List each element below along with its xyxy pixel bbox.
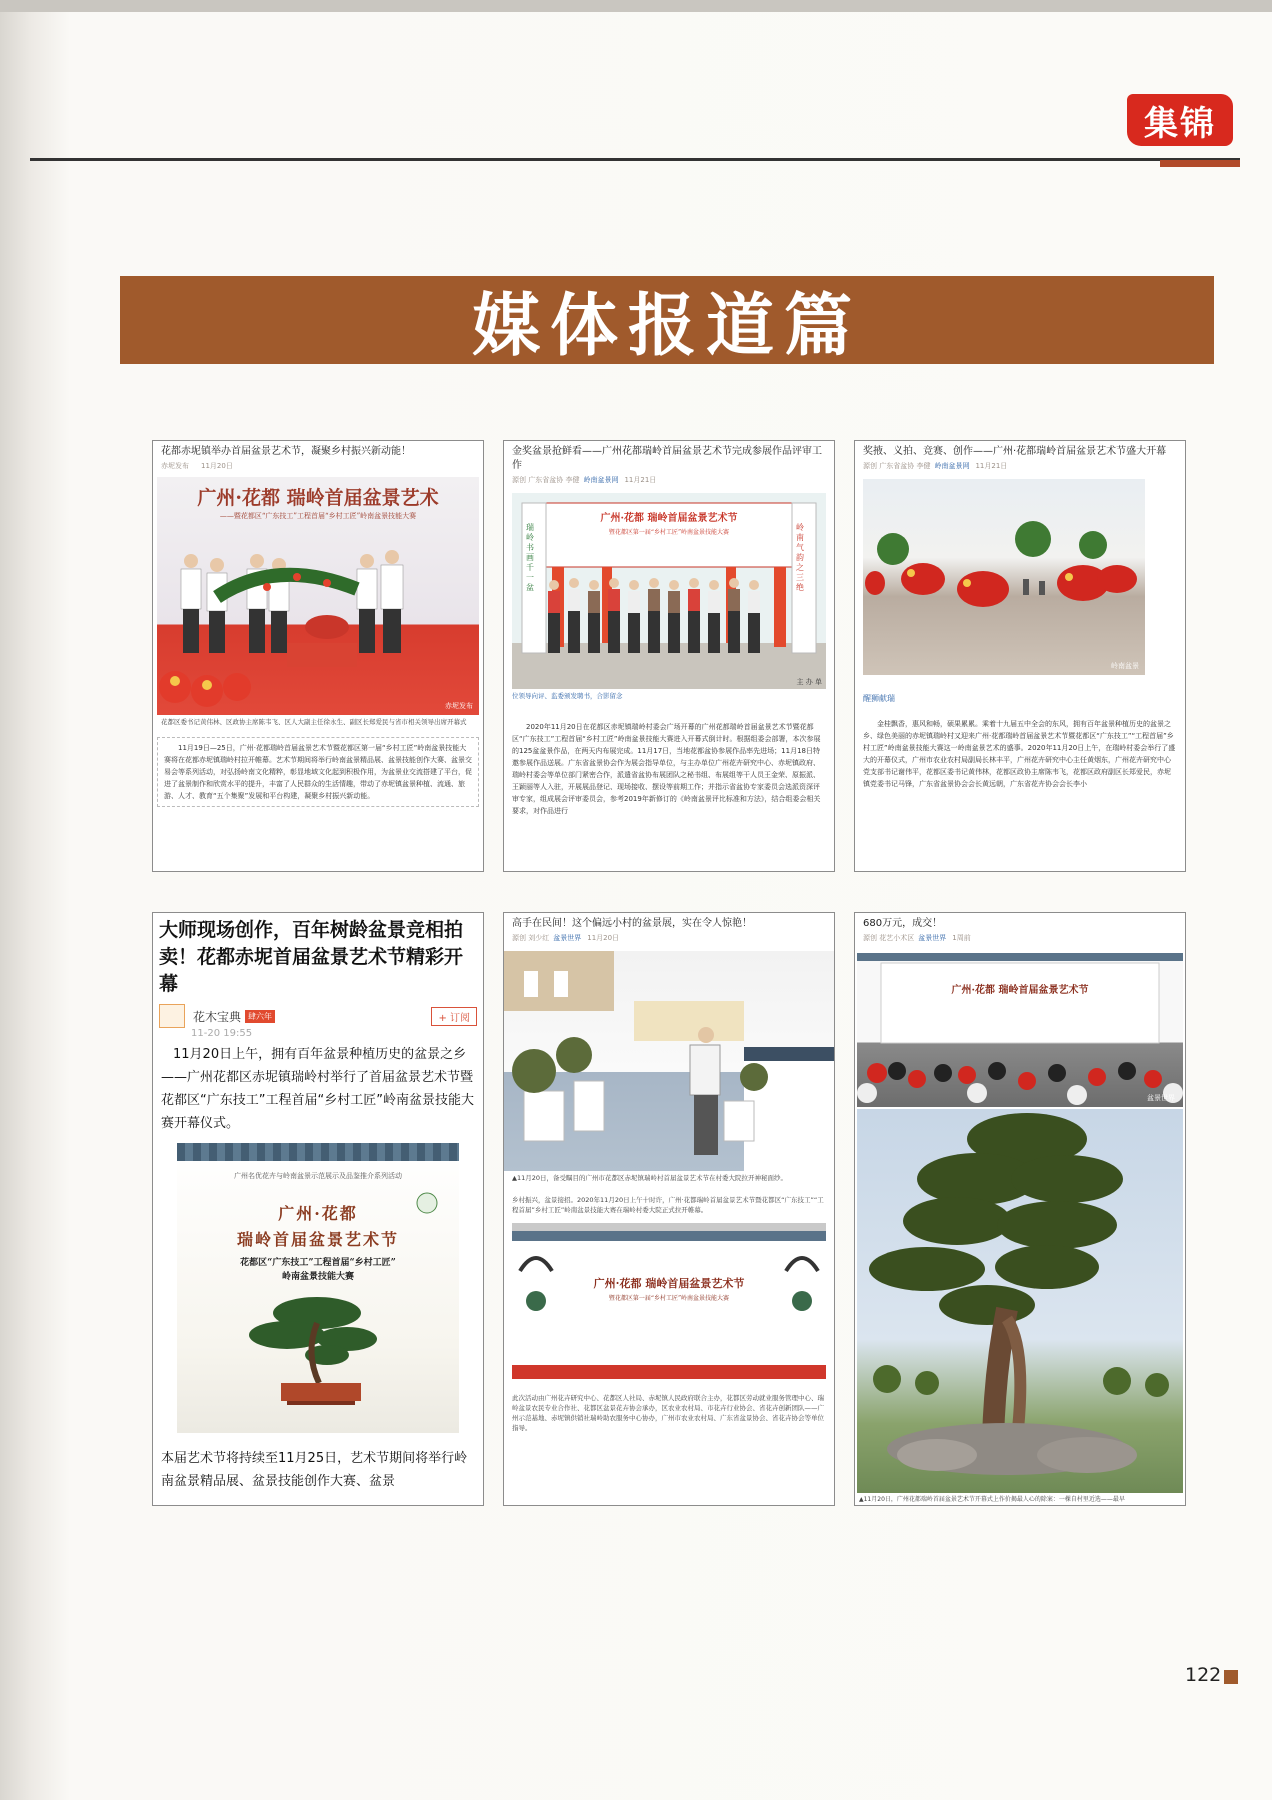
top-edge: [0, 0, 1272, 12]
article-title[interactable]: 花都赤坭镇举办首届盆景艺术节，凝聚乡村振兴新动能！: [161, 446, 411, 457]
article-meta: 源创 刘少红 盆景世界 11月20日: [512, 934, 620, 942]
photo-caption: 位领导向评、监委颁发聘书，合影留念: [512, 692, 623, 700]
body-box: [157, 737, 479, 807]
article-title[interactable]: 奖掖、义拍、竞赛、创作——广州·花都瑞岭首届盆景艺术节盛大开幕: [863, 446, 1167, 457]
header-rule: [30, 158, 1240, 161]
section-seal: 集锦: [1127, 94, 1233, 146]
article-photo: [504, 951, 834, 1171]
article-card-6: [854, 912, 1186, 1506]
photo-label: 主 办 单: [796, 678, 822, 686]
poster-title-2: 瑞岭首届盆景艺术节: [236, 1230, 399, 1249]
article-card-1: [152, 440, 484, 872]
event-banner-photo: [512, 1223, 826, 1379]
article-body: 2020年11月20日在花都区赤坭镇瑞岭村委会广场开幕的广州花都瑞岭首届盆景艺术节暨花都区“广东技工”工程首届“乡村工匠”岭南盆景技能大赛进入开幕式倒计时。根据组委会部署，本次参展的125盆盆景作品，在两天内布展完成。11月17日，当地花都盆协参展作品率先进场；11月18日特邀参展作品送展。广东省盆景协会作为展会指导单位，与主办单位广州花卉研究中心、赤坭镇政府、瑞岭村委会等单位部门紧密合作，派遣省盆协布展团队之秘书组、布展组等干人员王金荣、原振派、王颖丽等人入驻，开展展品登记、现场接收、摆设等前期工作；并指示省盆协专家委员会选派资深评审专家，组成展会评审委员会，参考2019年新修订的《岭南盆景评比标准和方法》，结合组委会相关要求，对作品进行: [512, 723, 821, 815]
exhibition-photo: [504, 951, 834, 1171]
ceremony-figures: [157, 477, 479, 715]
account-badge: 肆六年: [245, 1010, 275, 1023]
article-intro: 11月20日上午，拥有百年盆景种植历史的盆景之乡——广州花都区赤坭镇瑞岭村举行了首届盆景艺术节暨花都区“广东技工”工程首届“乡村工匠”岭南盆景技能大赛开幕仪式。: [161, 1047, 474, 1131]
article-body: 金桂飘香，惠风和畅，硕果累累。乘着十九届五中全会的东风，拥有百年盆景种植历史的盆景之乡、绿色美丽的赤坭镇瑞岭村又迎来广州·花都瑞岭首届盆景艺术节暨花都区“广东技工”“工程首届”乡村工匠”岭南盆景技能大赛这一岭南盆景艺术的盛事。2020年11月20日上午，在瑞岭村委会举行了盛大的开幕仪式，广州市农业农村局副局长林丰平，广州花卉研究中心主任黄烟东，广州花卉研究中心党支部书记谢伟平，花都区委书记黄伟林，花都区政协主席陈韦飞，花都区政府副区长郑爱民，赤坭镇党委书记马锋，广东省盆景协会会长黄远朝，广东省花卉协会会长李小: [863, 720, 1176, 788]
poster-top: 广州名优花卉与岭南盆景示范展示及品鉴推介系列活动: [234, 1172, 402, 1180]
article-meta: 源创 花艺小术区 盆景世界 1周前: [863, 934, 971, 942]
article-photo: [512, 493, 826, 689]
article-title[interactable]: 金奖盆景抢鲜看——广州花都瑞岭首届盆景艺术节完成参展作品评审工作: [512, 446, 822, 471]
account-row: [153, 998, 483, 1028]
article-card-3: [854, 440, 1186, 872]
banner-subtitle: 暨花都区第一届“乡村工匠”岭南盆景技能大赛: [608, 1295, 730, 1302]
photo-banner-sub: ——暨花都区“广东技工”工程首届“乡村工匠”岭南盆景技能大赛: [219, 512, 417, 520]
account-logo-icon: [159, 1004, 185, 1028]
arch-subtitle: 暨花都区第一届“乡村工匠”岭南盆景技能大赛: [608, 529, 730, 536]
article-card-4: [152, 912, 484, 1506]
banner-title: 广州·花都 瑞岭首届盆景艺术节: [951, 985, 1089, 996]
photo-caption: ▲11月20日，广州花都瑞岭首届盆景艺术节开幕式上作价揭最人心的除案：一棵自村里近选——最早: [859, 1496, 1125, 1503]
photo-banner-title: 广州·花都 瑞岭首届盆景艺术: [197, 487, 439, 509]
article-title[interactable]: 高手在民间！这个偏远小村的盆景展，实在令人惊艳！: [512, 918, 752, 929]
section-banner: 媒体报道篇: [120, 276, 1214, 364]
photo-caption: ▲11月20日，备受瞩目的广州市花都区赤坭镇瑞岭村首届盆景艺术节在村委大院拉开神秘面纱。: [512, 1174, 788, 1182]
article-body: 11月19日—25日，广州·花都瑞岭首届盆景艺术节暨花都区第一届“乡村工匠”岭南盆景技能大赛将在花都赤坭镇瑞岭村拉开帷幕。艺术节期间将举行岭南盆景精品展、盆景技能创作大赛、盆景交易会等系列活动，对弘扬岭南文化精粹，彰显地域文化起到积极作用，为盆景业交流搭建了平台，促进了盆景制作和欣赏水平的提升，丰富了人民群众的生活情趣，带动了赤坭镇盆景种植、流通、旅游、人才、教育“五个集聚”发展和平台构建，凝聚乡村振兴新动能。: [164, 744, 472, 800]
photo-watermark: 盆景世界: [794, 1154, 822, 1162]
photo-caption: 花都区委书记黄伟林、区政协主席陈韦飞、区人大副主任徐永生、副区长郑爱民与省市相关领导出席开幕式: [161, 718, 467, 726]
article-title[interactable]: 大师现场创作，百年树龄盆景竞相拍卖！花都赤坭首届盆景艺术节精彩开幕: [159, 919, 464, 995]
account-name[interactable]: 花木宝典: [193, 1009, 242, 1024]
banner-title: 广州·花都 瑞岭首届盆景艺术节: [593, 1277, 745, 1290]
article-bottom: 本届艺术节将持续至11月25日，艺术节期间将举行岭南盆景精品展、盆景技能创作大赛、盆景: [161, 1451, 468, 1489]
poster-title-3: 花都区“广东技工”工程首届“乡村工匠”: [240, 1258, 396, 1268]
poster-title-1: 广州·花都: [278, 1204, 358, 1223]
article-photo: [863, 479, 1145, 675]
post-time: 11-20 19:55: [191, 1028, 253, 1039]
bonsai-poster-icon: [177, 1143, 459, 1433]
article-card-2: [503, 440, 835, 872]
article-body: 此次活动由广州花卉研究中心、花都区人社局、赤坭镇人民政府联合主办，花都区劳动就业服务管理中心、瑞岭盆景农民专业合作社、花都区盆景花卉协会承办，区农业农村局、市花卉行业协会、省花卉创新团队——广州示范基地、赤坭镇供销社瑞岭助农服务中心协办，广州市农业农村局、广东省盆景协会、省花卉协会等单位指导。: [512, 1394, 824, 1432]
page-number-marker: [1224, 1670, 1238, 1684]
pine-tree: [857, 1109, 1183, 1493]
photo-watermark: 岭南盆景: [1111, 662, 1139, 670]
article-meta: 源创 广东省盆协 李健 岭南盆景网 11月21日: [863, 462, 1008, 470]
photo-watermark: 赤坭发布: [445, 702, 473, 710]
arch-right-couplet: 岭南气韵之三绝: [796, 523, 804, 592]
pine-bonsai-photo: [857, 1109, 1183, 1493]
follow-button[interactable]: + 订阅: [431, 1007, 477, 1026]
article-title[interactable]: 680万元，成交！: [863, 918, 943, 929]
page-number: 122: [1185, 1664, 1222, 1686]
article-photo: [157, 477, 479, 715]
article-meta: 源创 广东省盆协 李健 岭南盆景网 11月21日: [512, 476, 657, 484]
lion-dance-photo: [863, 479, 1145, 675]
section-link[interactable]: 醒狮献瑞: [863, 694, 895, 703]
banner-wall: [512, 1231, 826, 1379]
poster-title-4: 岭南盆景技能大赛: [281, 1272, 354, 1282]
crowd-stage: [857, 953, 1183, 1107]
header-rule-accent: [1160, 160, 1240, 167]
article-card-5: [503, 912, 835, 1506]
article-paragraph: 乡村振兴，盆景接招。2020年11月20日上午十时许，广州·花都瑞岭首届盆景艺术节暨花都区“广东技工”“工程首届”乡村工匠”岭南盆景技能大赛在瑞岭村委大院正式拉开帷幕。: [512, 1196, 824, 1214]
article-meta: 赤坭发布 11月20日: [161, 462, 233, 470]
arch-title: 广州·花都 瑞岭首届盆景艺术节: [600, 513, 738, 524]
photo-watermark: 盆景世界: [1147, 1094, 1175, 1102]
arch-left-couplet: 瑞岭书画千一盆: [526, 523, 534, 592]
event-crowd-photo: [857, 953, 1183, 1107]
event-poster: [177, 1143, 459, 1433]
